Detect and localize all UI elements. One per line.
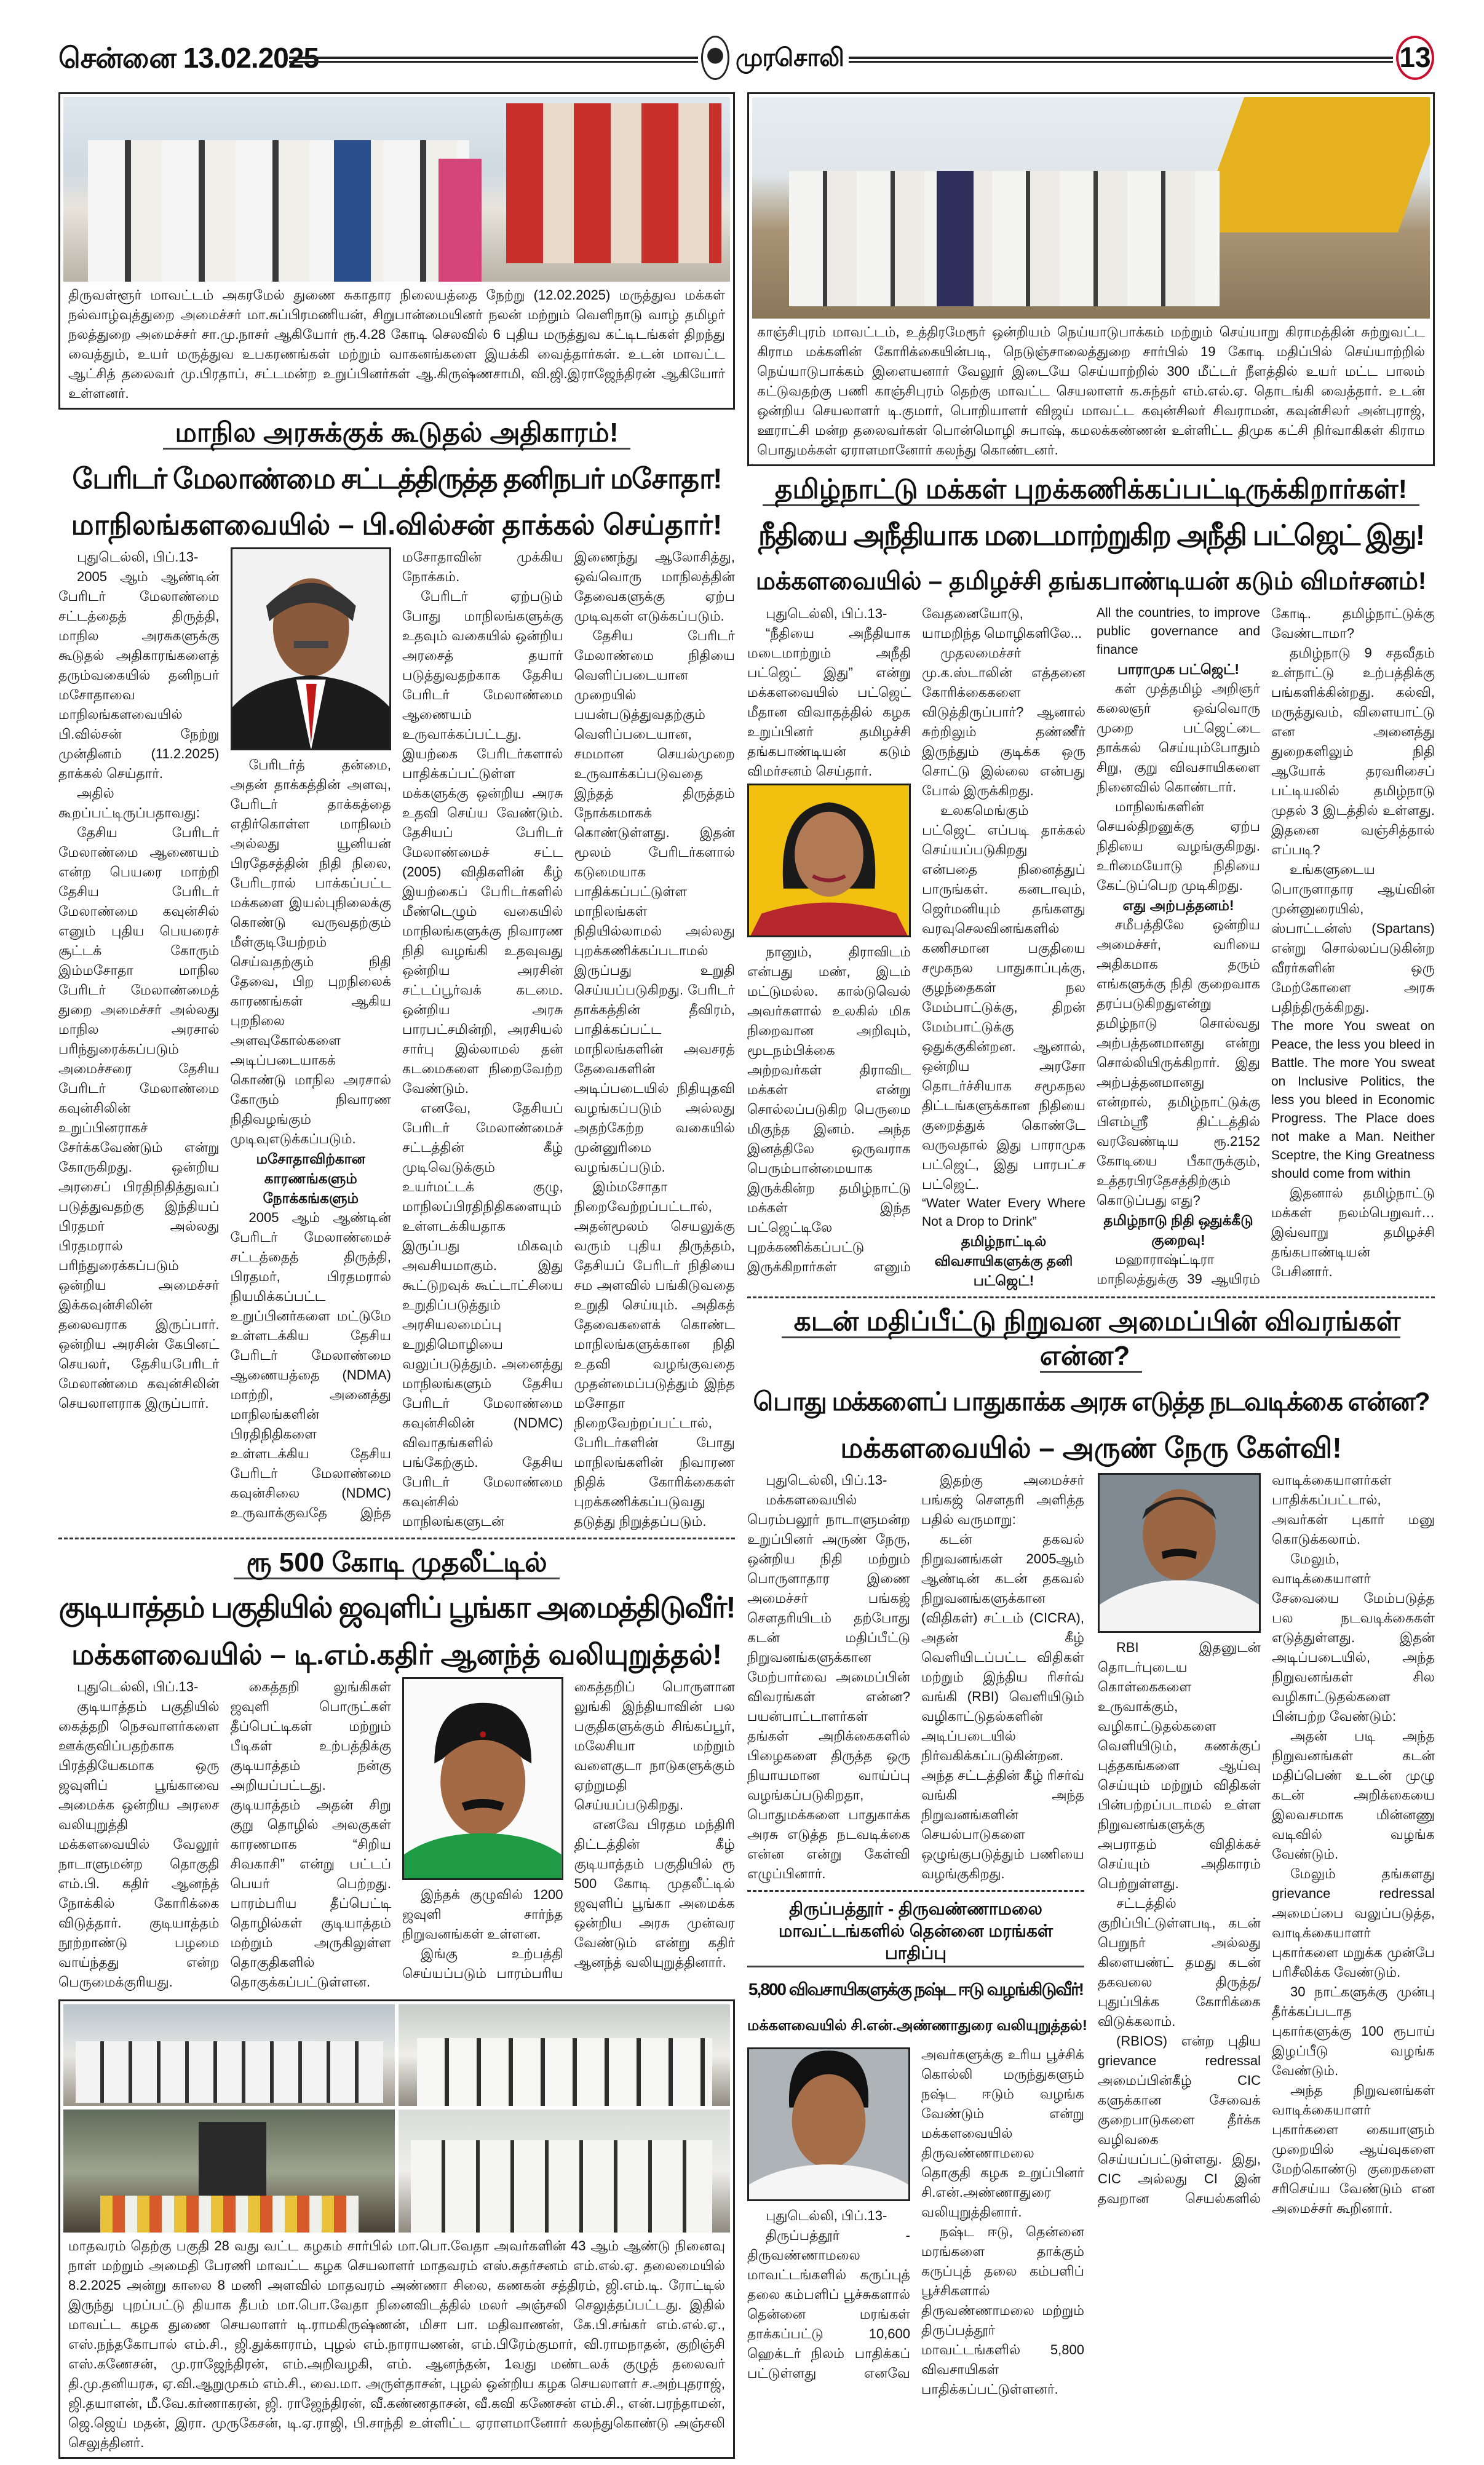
paragraph: மாநிலங்களின் செயல்திறனுக்கு ஏற்ப நிதியை வழங்குகிறது. உரிமையோடு நிதியை கேட்டுப்பெற முடிகிறது. (1097, 799, 1260, 893)
kicker-text: கடன் மதிப்பீட்டு நிறுவன அமைப்பின் விவரங்கள் என்ன? (782, 1306, 1401, 1373)
dateline: புதுடெல்லி, பிப்.13- (766, 606, 887, 621)
article-body (58, 547, 735, 1531)
article-body (747, 1471, 1084, 1884)
paragraph: மஹாராஷ்ட்டிரா மாநிலத்துக்கு 39 ஆயிரம் கோடி. தமிழ்நாட்டுக்கு வேண்டாமா? (1097, 606, 1435, 1287)
news-photo-health-centre (63, 97, 730, 282)
news-photo-rally (399, 2004, 730, 2106)
dateline: புதுடெல்லி, பிப்.13- (766, 2208, 887, 2223)
paragraph: சமீபத்திலே ஒன்றிய அமைச்சர், வரியை அதிகமாக தரும் எங்களுக்கு நிதி குறைவாக தரப்படுகிறதுஎன்று தமிழ்நாடு சொல்வது அற்பத்தனமானது என்று சொல்லியிருக்கிறார். இது அற்பத்தனமானது என்றால், தமிழ்நாட்டுக்கு பிஎம்ஸ்ரீ திட்டத்தில் வரவேண்டிய ரூ.2152 கோடியை பீகாருக்கும், உத்தரபிரதேசத்திற்கும் கொடுப்பது எது? (1097, 917, 1260, 1208)
paragraph: நானும், திராவிடம் என்பது மண், இடம் மட்டுமல்ல. கால்டுவெல் அவர்களால் உலகில் மிக நிறைவான அறிவும், மூடநம்பிக்கை அற்றவர்கள் திராவிட மக்கள் என்று சொல்லப்படுகிற பெருமை மிகுந்த இனம். அந்த இனத்திலே ஒருவராக பெரும்பான்மையாக இருக்கின்ற தமிழ்நாட்டு மக்கள் இந்த பட்ஜெட்டிலே புறக்கணிக்கப்பட்டு இருக்கிறார்கள் எனும் வேதனையோடு, யாமறிந்த மொழிகளிலே... (747, 606, 1082, 1274)
subheading: தமிழ்நாட்டில் விவசாயிகளுக்கு தனி பட்ஜெட்! (934, 1233, 1073, 1288)
paragraph: இம்மசோதா நிறைவேற்றப்பட்டால், அதன்மூலம் செயலுக்கு வரும் புதிய திருத்தம், தேசியப் பேரிடர் நிதியை சம அளவில் பங்கிடுவதை உறுதி செய்யும். அதிகத் தேவைகளைக் கொண்ட மாநிலங்களுக்கான நிதி உதவி வழங்குவதை முதன்மைப்படுத்தும் இந்த மசோதா நிறைவேற்றப்பட்டால், பேரிடர்களின் போது மாநிலங்களின் நிவாரண நிதிக் கோரிக்கைகள் புறக்கணிக்கப்படுவது தடுத்து நிறுத்தப்படும். (574, 1179, 735, 1529)
masthead-title: முரசொலி (736, 44, 844, 71)
article-credit-rating (747, 1304, 1435, 2399)
article-kicker: திருப்பத்தூர் - திருவண்ணாமலை மாவட்டங்களில் தென்னை மரங்கள் பாதிப்பு (747, 1898, 1084, 1967)
paragraph: 2005 ஆம் ஆண்டின் பேரிடர் மேலாண்மை சட்டத்தைத் திருத்தி, மாநில அரசுகளுக்கு கூடுதல் அதிகாரங்களைத் தரும்வகையில் தனிநபர் மசோதாவை மாநிலங்களவையில் பி.வில்சன் நேற்று முன்தினம் (11.2.2025) தாக்கல் செய்தார். (58, 569, 220, 781)
photo-caption: மாதவரம் தெற்கு பகுதி 28 வது வட்ட கழகம் சார்பில் மா.பொ.வேதா அவர்களின் 43 ஆம் ஆண்டு நினைவு நாள் மற்றும் அமைதி பேரணி மாவட்ட கழக செயலாளர் மாதவரம் எஸ்.சுதர்சனம் எம்.எல்.ஏ. தலைமையில் 8.2.2025 அன்று காலை 8 மணி அளவில் மாதவரம் அண்ணா சிலை, கணகன் சத்திரம், ஜி.எம்.டி. ரோட்டில் இருந்து புறப்பட்டு தியாக தீபம் மா.பொ.வேதா நினைவிடத்தில் மலர் அஞ்சலி செலுத்தப்பட்டது. இதில் மாவட்ட கழக துணை செயலாளர் டி.ராமகிருஷ்ணன், மிசா பா. மதிவாணன், கே.பி.சங்கர் எம்.எல்.ஏ., எஸ்.நந்தகோபால் எம்.சி., ஜி.துக்காராம், புழல் எம்.நாராயணன், எம்.பிரேம்குமார், வி.ராமநாதன், குறிஞ்சி எஸ்.கணேசன், மு.ராஜேந்திரன், எம்.அறிவழகி, எம். ஆனந்தன், 1வது மண்டலக் குழுத் தலைவர் தி.மு.தனியரசு, ஏ.வி.ஆறுமுகம் எம்.சி., வை.மா. அருள்தாசன், புழல் ஒன்றிய கழக செயலாளர் ச.அற்புதராஜ், ஜி.தயாளன், மீ.வே.கர்ணாகரன், ஜி. ராஜேந்திரன், வீ.கண்ணதாசன், வீ.கவி கணேசன் எம்.சி., என்.பரந்தாமன், ஜெ.ஜெய் மதன், இரா. முருகேசன், டி.ஏ.ராஜி, பி.சாந்தி உள்ளிட்ட ஏராளமானோர் கலந்துகொண்டு அஞ்சலி செலுத்தினர். (68, 2238, 725, 2450)
portrait-annadurai (747, 2047, 910, 2201)
page-number: 13 (1396, 36, 1434, 80)
person-portrait-icon (1100, 1475, 1259, 1631)
subheading: பாராமுக பட்ஜெட்! (1117, 661, 1240, 677)
paragraph: அதில் கூறப்பட்டிருப்பதாவது: (58, 785, 200, 820)
paragraph: உங்களுடைய பொருளாதார ஆய்வின் முன்னுரையில், ஸ்பாட்டன்ஸ் (Spartans) என்று சொல்லப்படுகின்ற வீரர்களின் ஒரு மேற்கோளை அரசு பதிந்திருக்கிறது. (1271, 862, 1435, 1015)
portrait-kathir-anand (402, 1677, 563, 1880)
article-disaster-management-bill (58, 416, 735, 1531)
paragraph: சட்டத்தில் குறிப்பிட்டுள்ளபடி, கடன் பெறுநர் அல்லது கிளையண்ட் தமது கடன் தகவலை திருத்த/புதுப்பிக்க கோரிக்கை விடுக்கலாம். (1098, 1895, 1261, 2029)
paragraph: நஷ்ட ஈடு, தென்னை மரங்களை தாக்கும் கருப்புத் தலை கம்பளிப் பூச்சிகளால் திருவண்ணாமலை மற்றும் திருப்பத்தூர் மாவட்டங்களில் 5,800 விவசாயிகள் பாதிக்கப்பட்டுள்ளனர். (921, 2224, 1084, 2397)
paragraph: அந்த நிறுவனங்கள் வாடிக்கையாளர் புகார்களை கையாளும் முறையில் ஆய்வுகளை மேற்கொண்டு குறைகளை சரிசெய்ய வேண்டும் என அமைச்சர் கூறினார். (1272, 2082, 1435, 2216)
paragraph: கடன் தகவல் நிறுவனங்கள் 2005ஆம் ஆண்டின் கடன் தகவல் நிறுவனங்களுக்கான (விதிகள்) சட்டம் (CICRA), அதன் கீழ் வெளியிடப்பட்ட விதிகள் மற்றும் இந்திய ரிசர்வ் வங்கி (RBI) வெளியிடும் வழிகாட்டுதல்களின் அடிப்படையில் நிர்வகிக்கப்படுகின்றன. அந்த சட்டத்தின் கீழ் ரிசர்வ் வங்கி அந்த நிறுவனங்களின் செயல்பாடுகளை ஒழுங்குபடுத்தும் பணியை வழங்குகிறது. (921, 1531, 1084, 1881)
paragraph: கைத்தறி லுங்கிகள் ஜவுளி பொருட்கள் தீப்பெட்டிகள் மற்றும் பீடிகள் உற்பத்திக்கு குடியாத்தம் நன்கு அறியப்பட்டது. குடியாத்தம் அதன் சிறு குறு தொழில் அலகுகள் காரணமாக “சிறிய சிவகாசி” என்று பட்டப் பெயர் பெற்றது. பாரம்பரிய தீப்பெட்டி தொழில்கள் குடியாத்தம் மற்றும் அருகிலுள்ள தொகுதிகளில் தொகுக்கப்பட்டுள்ளன. (230, 1679, 391, 1990)
photo-caption: திருவள்ளூர் மாவட்டம் அகரமேல் துணை சுகாதார நிலையத்தை நேற்று (12.02.2025) மருத்துவ மக்கள் நல்வாழ்வுத்துறை அமைச்சர் மா.சுப்பிரமணியன், சிறுபான்மையினர் நலன் மற்றும் வெளிநாடு வாழ் தமிழர் நலத்துறை அமைச்சர் சா.மு.நாசர் ஆகியோர் ரூ.4.28 கோடி செலவில் 6 புதிய மருத்துவ கட்டிடங்கள் திறந்து வைத்தும், உயர் மருத்துவ உபகரணங்கள் மற்றும் வாகனங்களை இயக்கி வைத்தார்கள். உடன் மாவட்ட ஆட்சித் தலைவர் மு.பிரதாப், சட்டமன்ற உறுப்பினர்கள் ஆ.கிருஷ்ணசாமி, வி.ஜி.இராஜேந்திரன் ஆகியோர் உள்ளனர். (68, 287, 725, 401)
article-body (747, 604, 1435, 1290)
paragraph: மேலும் தங்களது grievance redressal அமைப்பை வலுப்படுத்த, வாடிக்கையாளர் புகார்களை மறுக்க முன்பே பரிசீலிக்க வேண்டும். (1272, 1866, 1435, 1980)
photo-box-bridge-work (747, 92, 1435, 466)
subheading: எது அற்பத்தனம்! (1122, 897, 1234, 913)
paragraph: அதன் படி அந்த நிறுவனங்கள் கடன் மதிப்பெண் உடன் முழு கடன் அறிக்கையை இலவசமாக மின்னணு வடிவில் வழங்க வேண்டும். (1272, 1728, 1435, 1862)
kicker-text: மாநில அரசுக்குக் கூடுதல் அதிகாரம்! (163, 418, 631, 450)
news-photo-floral-tribute (63, 2110, 395, 2233)
paragraph: பேரிடர் ஏற்படும் போது மாநிலங்களுக்கு உதவும் வகையில் ஒன்றிய அரசைத் தயார் படுத்துவதற்காக தேசிய பேரிடர் மேலாண்மை ஆணையம் உருவாக்கப்பட்டது. இயற்கை பேரிடர்களால் பாதிக்கப்பட்டுள்ள மக்களுக்கு ஒன்றிய அரசு உதவி செய்ய வேண்டும். தேசியப் பேரிடர் மேலாண்மைச் சட்ட (2005) விதிகளின் கீழ் இயற்கைப் பேரிடர்களில் மீண்டெழும் வகையில் மாநிலங்களுக்கு நிவாரண நிதி வழங்கி உதவுவது ஒன்றிய அரசின் சட்டப்பூர்வக் கடமை. ஒன்றிய அரசு பாரபட்சமின்றி, அரசியல் சார்பு இல்லாமல் தன் கடமைகளை நிறைவேற்ற வேண்டும். (402, 589, 563, 1096)
photo-box-memorial-rally (58, 1999, 735, 2459)
article-headline: குடியாத்தம் பகுதியில் ஜவுளிப் பூங்கா அமைத்திடுவீர்! (58, 1592, 735, 1624)
section-divider (747, 1890, 1084, 1892)
paragraph: பேரிடர்த் தன்மை, அதன் தாக்கத்தின் அளவு, பேரிடர் தாக்கத்தை எதிர்கொள்ள மாநிலம் அல்லது யூனியன் பிரதேசத்தின் நிதி நிலை, பேரிடரால் பாக்கப்பட்ட மக்களை இயல்புநிலைக்கு கொண்டு வருவதற்கும் மீள்குடியேற்றம் செய்வதற்கும் நிதி தேவை, பிற புறநிலைக் காரணங்கள் ஆகிய புறநிலை அளவுகோல்களை அடிப்படையாகக் கொண்டு மாநில அரசால் கோரும் நிவாரண நிதிவழங்கும் முடிவுஎடுக்கப்படும். (230, 757, 391, 1146)
english-quote: The more You sweat on Peace, the less you bleed in Battle. The more You sweat on Inclusive Politics, the less you bleed in Economic Progress. The Place does not make a Man. Neither Sceptre, the King Greatness should come from within (1271, 1019, 1435, 1181)
article-subhead: மக்களவையில் – அருண் நேரு கேள்வி! (840, 1432, 1342, 1464)
dateline: புதுடெல்லி, பிப்.13- (77, 1679, 199, 1694)
left-page-column (58, 92, 735, 2465)
kicker-text: ரூ 500 கோடி முதலீட்டில் (234, 1547, 559, 1579)
section-divider (747, 1296, 1435, 1298)
article-kicker (58, 1546, 735, 1580)
article-body (747, 2045, 1084, 2399)
article-coconut-farmers (747, 1898, 1087, 2399)
news-photo-rally (63, 2004, 395, 2106)
subheading: மசோதாவிற்கான காரணங்களும் நோக்கங்களும் (256, 1151, 365, 1206)
portrait-thamizhachi (747, 784, 911, 937)
portrait-arun-nehru (1098, 1473, 1261, 1633)
person-portrait-icon (749, 2049, 908, 2199)
english-quote: All the countries, to improve public governance and finance (1097, 606, 1260, 657)
masthead-logo-icon (701, 36, 729, 80)
article-headline: பொது மக்களைப் பாதுகாக்க அரசு எடுத்த நடவடிக்கை என்ன? (753, 1387, 1429, 1416)
paragraph: கள் முத்தமிழ் அறிஞர் கலைஞர் ஒவ்வொரு முறை பட்ஜெட்டை தாக்கல் செய்யும்போதும் சிறு, குறு விவசாயிகளை நினைவில் கொண்டார். (1097, 681, 1260, 795)
paragraph: (RBIOS) என்ற புதிய grievance redressal அமைப்பின்கீழ் CIC களுக்கான சேவைக் குறைபாடுகளை தீர்க்க வழிவகை செய்யப்பட்டுள்ளது. இது, CIC அல்லது CI இன் தவறான செயல்களில் வாடிக்கையாளர்கள் பாதிக்கப்பட்டால், அவர்கள் புகார் மனு கொடுக்கலாம். (1098, 1472, 1435, 2206)
article-kicker (747, 1304, 1435, 1373)
article-budget-criticism (747, 472, 1435, 1290)
english-quote: “Water Water Every Where Not a Drop to Drink” (922, 1196, 1085, 1229)
portrait-wilson (231, 547, 392, 750)
paragraph: தேசிய பேரிடர் மேலாண்மை நிதியை வெளிப்படையான முறையில் பயன்படுத்துவதற்கும் வெளிப்படையான, சமமான செயல்முறை உருவாக்கப்படுவதை இந்தத் திருத்தம் நோக்கமாகக் கொண்டுள்ளது. இதன் மூலம் பேரிடர்களால் கடுமையாக பாதிக்கப்பட்டுள்ள மாநிலங்கள் நிதியில்லாமல் அல்லது புறக்கணிக்கப்படாமல் இருப்பது உறுதி செய்யப்படுகிறது. பேரிடர் தாக்கத்தின் தீவிரம், பாதிக்கப்பட்ட மாநிலங்களின் அவசரத் தேவைகளின் அடிப்படையில் நிதியுதவி வழங்கப்படும் அல்லது அதற்கேற்ற வகையில் முன்னுரிமை வழங்கப்படும். (574, 628, 735, 1175)
dateline: புதுடெல்லி, பிப்.13- (766, 1472, 887, 1488)
header-rule-right (849, 57, 1393, 63)
paragraph: “நீதியை அநீதியாக மடைமாற்றும் அநீதி பட்ஜெட் இது” என்று மக்களவையில் பட்ஜெட் மீதான விவாதத்தில் கழக உறுப்பினர் தமிழச்சி தங்கபாண்டியன் கடும் விமர்சனம் செய்தார். (747, 625, 911, 779)
paragraph: குடியாத்தம் பகுதியில் கைத்தறி நெசவாளர்களை ஊக்குவிப்பதற்காக பிரத்தியேகமாக ஒரு ஜவுளிப் பூங்காவை அமைக்க ஒன்றிய அரசை வலியுறுத்தி மக்களவையில் வேலூர் நாடாளுமன்ற தொகுதி எம்.பி. கதிர் ஆனந்த் நோக்கில் கோரிக்கை விடுத்தார். குடியாத்தம் நூற்றாண்டு பழமை வாய்ந்தது என்ற பெருமைக்குரியது. (58, 1699, 220, 1990)
article-textile-park (58, 1546, 735, 1992)
paragraph: மக்களவையில் பெரம்பலூர் நாடாளுமன்ற உறுப்பினர் அருண் நேரு, ஒன்றிய நிதி மற்றும் பொருளாதார இணை அமைச்சர் பங்கஜ் சௌதரியிடம் தற்போது கடன் மதிப்பீட்டு நிறுவனங்களுக்கான மேற்பார்வை அமைப்பின் விவரங்கள் என்ன? பயன்பாட்டாளர்கள் தங்கள் அறிக்கைகளில் பிழைகளை திருத்த ஒரு நியாயமான வாய்ப்பு வழங்கப்படுகிறதா, பொதுமக்களை பாதுகாக்க அரசு எடுத்த நடவடிக்கை என்ன என்று கேள்வி எழுப்பினார். (747, 1492, 910, 1881)
person-portrait-icon (749, 785, 909, 935)
article-body (1098, 1471, 1435, 2218)
article-subhead: மாநிலங்களவையில் – பி.வில்சன் தாக்கல் செய்தார்! (71, 509, 723, 541)
paragraph: முதலமைச்சர் மு.க.ஸ்டாலின் எத்தனை கோரிக்கைகளை விடுத்திருப்பார்? ஆனால் சுற்றிலும் தண்ணீர் இருந்தும் குடிக்க ஒரு சொட்டு இல்லை என்பது போல் இருக்கிறது. (922, 645, 1085, 798)
paragraph: உலகமெங்கும் பட்ஜெட் எப்படி தாக்கல் செய்யப்படுகிறது என்பதை நினைத்துப் பாருங்கள். கனடாவும், ஜெர்மனியும் தங்களது வரவுசெலவினங்களில் கணிசமான பகுதியை சமூகநல பாதுகாப்புக்கு, குழந்தைகள் நல மேம்பாட்டுக்கு, திறன் மேம்பாட்டுக்கு ஒதுக்குகின்றன. ஆனால், ஒன்றிய அரசோ தொடர்ச்சியாக சமூகநல திட்டங்களுக்கான நிதியை குறைத்துக் கொண்டே வருவதால் இது பாராமுக பட்ஜெட், இது பாரபட்ச பட்ஜெட். (922, 803, 1085, 1192)
header-rule-left (289, 57, 698, 63)
split-right (1098, 1471, 1435, 2399)
photo-caption: காஞ்சிபுரம் மாவட்டம், உத்திரமேரூர் ஒன்றியம் நெய்யாடுபாக்கம் மற்றும் செய்யாறு கிராமத்தின் சுற்றுவட்ட கிராம மக்களின் கோரிக்கையின்படி, நெடுஞ்சாலைத்துறை சார்பில் 19 கோடி மதிப்பில் செய்யாற்றில் நெய்யாடுபாக்கம் இளையனார் வேலூர் இடையே செய்யாற்றில் 300 மீட்டர் நீளத்தில் உயர் மட்ட பாலம் கட்டுவதற்கு பணி காஞ்சிபுரம் தெற்கு மாவட்ட செயலாளர் க.சுந்தர் எம்.எல்.ஏ. தொடங்கி வைத்தார். உடன் ஒன்றிய செயலாளர் டி.குமார், பொறியாளர் விஜய் மாவட்ட கவுன்சிலர் சிவராமன், கவுன்சிலர் அன்புராஜ், ஊராட்சி மன்ற தலைவர்கள் பொன்மொழி சுபாஷ், கமலக்கண்ணன் உள்ளிட்ட திமுக கட்சி நிர்வாகிகள் கிராம பொதுமக்கள் ஏராளமானோர் கலந்து கொண்டனர். (757, 324, 1425, 458)
person-portrait-icon (404, 1679, 561, 1878)
paragraph: RBI இதனுடன் தொடர்புடைய கொள்கைகளை உருவாக்கும், வழிகாட்டுதல்களை வெளியிடும், கணக்குப் புத்தகங்களை ஆய்வு செய்யும் மற்றும் விதிகள் பின்பற்றப்படாமல் உள்ள நிறுவனங்களுக்கு அபராதம் விதிக்கச் செய்யும் அதிகாரம் பெற்றுள்ளது. (1098, 1640, 1261, 1891)
paragraph: தேசிய பேரிடர் மேலாண்மை ஆணையம் என்ற பெயரை மாற்றி தேசிய பேரிடர் மேலாண்மை கவுன்சில் எனும் புதிய பெயரைச் சூட்டக் கோரும் இம்மசோதா மாநில பேரிடர் மேலாண்மைத் துறை அமைச்சர் அல்லது மாநில அரசால் பரிந்துரைக்கப்படும் அமைச்சரை தேசிய பேரிடர் மேலாண்மை கவுன்சிலின் உறுப்பினராகச் சேர்க்கவேண்டும் என்று கோருகிறது. ஒன்றிய அரசைப் பிரதிநிதித்துவப் படுத்துவதற்கு இந்தியப் பிரதமர் அல்லது பிரதமரால் பரிந்துரைக்கப்படும் ஒன்றிய அமைச்சர் இக்கவுன்சிலின் தலைவராக இருப்பார். ஒன்றிய அரசின் கேபினட் செயலர், தேசியபேரிடர் மேலாண்மை கவுன்சிலின் செயலாளராக இருப்பார். (58, 825, 220, 1411)
paragraph: 30 நாட்களுக்கு முன்பு தீர்க்கப்படாத புகார்களுக்கு 100 ரூபாய் இழப்பீடு வழங்க வேண்டும். (1272, 1984, 1435, 2078)
city-date: சென்னை 13.02.2025 (58, 42, 319, 74)
article-kicker (58, 416, 735, 450)
paragraph: மேலும், வாடிக்கையாளர் சேவையை மேம்படுத்த பல நடவடிக்கைகள் எடுத்துள்ளது. இதன் அடிப்படையில், அந்த நிறுவனங்கள் சில வழிகாட்டுதல்களை பின்பற்ற வேண்டும்: (1272, 1551, 1435, 1724)
article-subhead: மக்களவையில் – தமிழச்சி தங்கபாண்டியன் கடும் விமர்சனம்! (755, 568, 1427, 595)
section-divider (58, 1538, 735, 1539)
paragraph: எனவே, தேசியப் பேரிடர் மேலாண்மைச் சட்டத்தின் கீழ் முடிவெடுக்கும் உயர்மட்டக் குழு, மாநிலப்பிரதிநிதிகளையும் உள்ளடக்கியதாக இருப்பது மிகவும் அவசியமாகும். இது கூட்டுறவுக் கூட்டாட்சியை உறுதிப்படுத்தும் அரசியலமைப்பு உறுதிமொழியை வலுப்படுத்தும். அனைத்து மாநிலங்களும் தேசிய பேரிடர் மேலாண்மை கவுன்சிலின் (NDMC) விவாதங்களில் பங்கேற்கும். தேசிய பேரிடர் மேலாண்மை கவுன்சில் மாநிலங்களுடன் இணைந்து ஆலோசித்து, ஒவ்வொரு மாநிலத்தின் தேவைகளுக்கு ஏற்ப முடிவுகள் எடுக்கப்படும். (402, 549, 735, 1529)
article-body (58, 1677, 735, 1992)
article-headline: பேரிடர் மேலாண்மை சட்டத்திருத்த தனிநபர் மசோதா! (72, 462, 721, 494)
paragraph: தமிழ்நாடு 9 சதவீதம் உள்நாட்டு உற்பத்திக்கு பங்களிக்கின்றது. கல்வி, மருத்துவம், விளையாட்டு என அனைத்து துறைகளிலும் நிதி ஆயோக் தரவரிசைப் பட்டியலில் தமிழ்நாடு முதல் 3 இடத்தில் உள்ளது. இதனை வஞ்சித்தால் எப்படி? (1271, 645, 1435, 857)
kicker-text: தமிழ்நாட்டு மக்கள் புறக்கணிக்கப்பட்டிருக்கிறார்கள்! (763, 474, 1419, 506)
article-headline: நீதியை அநீதியாக மடைமாற்றுகிற அநீதி பட்ஜெட் இது! (758, 519, 1424, 551)
article-split (747, 1471, 1435, 2399)
paragraph: இந்தக் குழுவில் 1200 ஜவுளி சார்ந்த நிறுவனங்கள் உள்ளன. (402, 1887, 563, 1942)
article-kicker (747, 472, 1435, 507)
paragraph: எனவே பிரதம மந்திரி திட்டத்தின் கீழ் குடியாத்தம் பகுதியில் ரூ 500 கோடி முதலீட்டில் ஜவுளிப் பூங்கா அமைக்க ஒன்றிய அரசு முன்வர வேண்டும் என்று கதிர் ஆனந்த் வலியுறுத்தினார். (574, 1817, 735, 1970)
news-photo-floral-tribute (399, 2110, 730, 2233)
person-portrait-icon (232, 549, 390, 748)
paragraph: இதற்கு அமைச்சர் பங்கஜ் சௌதரி அளித்த பதில் வருமாறு: (921, 1472, 1084, 1527)
subheading: தமிழ்நாடு நிதி ஒதுக்கீடு குறைவு! (1103, 1212, 1253, 1248)
right-page-column (747, 92, 1435, 2399)
photo-box-health-centre (58, 92, 735, 410)
split-left (747, 1471, 1087, 2399)
paragraph: 2005 ஆம் ஆண்டின் பேரிடர் மேலாண்மைச் சட்டத்தைத் திருத்தி, பிரதமர், பிரதமரால் நியமிக்கப்பட்ட உறுப்பினர்களை மட்டுமே உள்ளடக்கிய தேசிய பேரிடர் மேலாண்மை ஆணையத்தை (NDMA) மாற்றி, அனைத்து மாநிலங்களின் பிரதிநிதிகளை உள்ளடக்கிய தேசிய பேரிடர் மேலாண்மை கவுன்சிலை (NDMC) உருவாக்குவதே இந்த மசோதாவின் முக்கிய நோக்கம். (230, 549, 563, 1520)
paragraph: இதனால் தமிழ்நாட்டு மக்கள் நலம்பெறுவர்… இவ்வாறு தமிழச்சி தங்கபாண்டியன் பேசினார். (1271, 1185, 1435, 1279)
paragraph: இங்கு உற்பத்தி செய்யப்படும் பாரம்பரிய கைத்தறிப் பொருளான லுங்கி இந்தியாவின் பல பகுதிகளுக்கும் சிங்கப்பூர், மலேசியா மற்றும் வளைகுடா நாடுகளுக்கும் ஏற்றுமதி செய்யப்படுகிறது. (402, 1679, 735, 1981)
article-subhead: மக்களவையில் சி.என்.அண்ணாதுரை வலியுறுத்தல்! (747, 2017, 1087, 2034)
paragraph: திருப்பத்தூர் - திருவண்ணாமலை மாவட்டங்களில் கருப்புத் தலை கம்பளிப் பூச்சுகளால் தென்னை மரங்கள் தாக்கப்பட்டு 10,600 ஹெக்டர் நிலம் பாதிக்கப் பட்டுள்ளது எனவே அவர்களுக்கு உரிய பூச்சிக் கொல்லி மருந்துகளும் நஷ்ட ஈடும் வழங்க வேண்டும் என்று மக்களவையில் திருவண்ணாமலை தொகுதி கழக உறுப்பினர் சி.என்.அண்ணாதுரை வலியுறுத்தினார். (747, 2047, 1084, 2381)
dateline: புதுடெல்லி, பிப்.13- (77, 549, 199, 565)
news-photo-bridge-work (752, 97, 1430, 319)
article-headline: 5,800 விவசாயிகளுக்கு நஷ்ட ஈடு வழங்கிடுவீர்! (748, 1980, 1084, 1999)
article-subhead: மக்களவையில் – டி.எம்.கதிர் ஆனந்த் வலியுறுத்தல்! (71, 1638, 722, 1670)
